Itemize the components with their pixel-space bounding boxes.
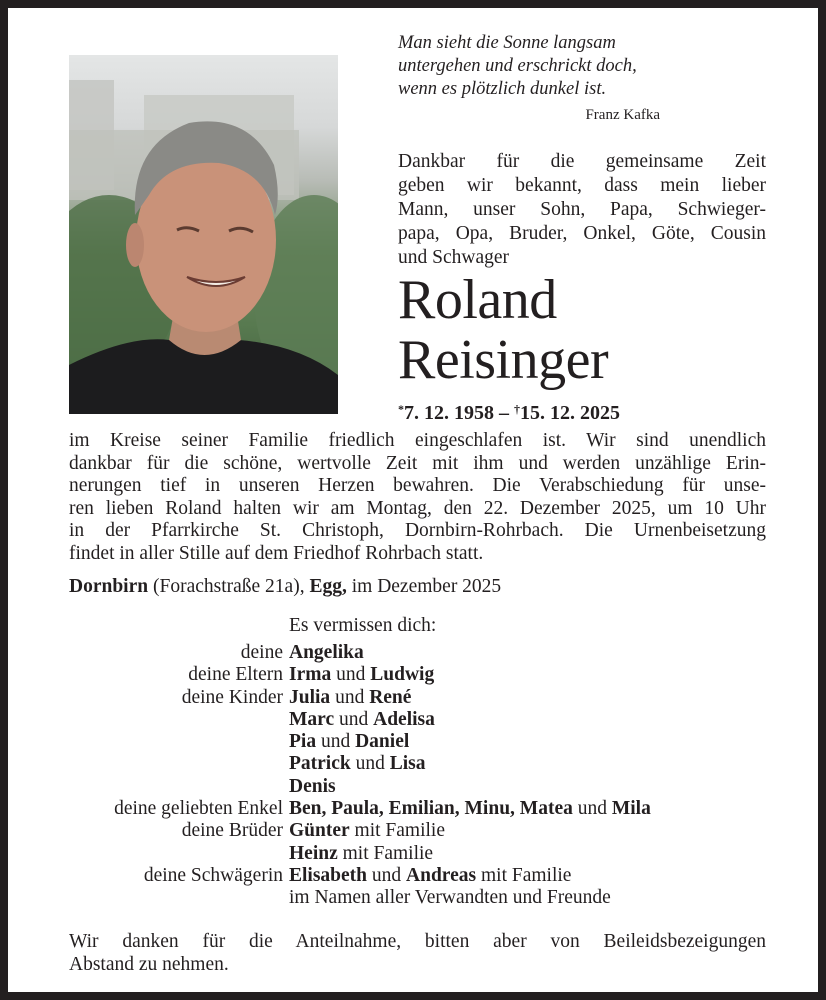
closing-line: Wir danken für die Anteilnahme, bitten aber von Beileidsbezeigungen [69,931,766,952]
connector-text: und [334,708,374,730]
birth-date: 7. 12. 1958 [404,402,494,424]
death-cross-icon: † [514,402,520,416]
relation-label [69,753,289,775]
body-line: in der Pfarrkirche St. Christoph, Dornbirn-Rohrbach. Die Urnenbeisetzung [69,520,766,541]
mourner-row [69,820,789,842]
mourner-name: Mila [611,798,651,820]
place-address: (Forachstraße 21a), [148,576,310,597]
mourner-name: Denis [289,775,336,797]
mourner-name: Irma [289,664,332,686]
connector-text: im Namen aller Verwandten und Freunde [289,887,611,909]
body-line: im Kreise seiner Familie friedlich eingeschlafen ist. Wir sind unendlich [69,430,766,451]
life-dates [398,397,620,425]
connector-text: und [316,731,356,753]
intro-line: und Schwager [398,247,510,268]
kafka-quote [398,32,688,125]
mourner-names [289,776,336,798]
relation-label [69,731,289,753]
mourner-names [289,687,411,709]
connector-text: mit Familie [476,864,572,886]
obituary-page [8,8,818,992]
mourner-names [289,664,434,686]
mourner-row [69,753,789,775]
relation-label [69,709,289,731]
portrait-image [69,55,338,414]
place-city-dornbirn: Dornbirn [69,576,149,597]
intro-line: geben wir bekannt, dass mein lieber [398,175,766,196]
mourner-name: Elisabeth [289,864,368,886]
mourner-row [69,731,789,753]
mourner-row [69,798,789,820]
body-line: dankbar für die schöne, wertvolle Zeit mit ihm und werden unzählige Erin- [69,452,766,474]
birth-star-icon: * [398,402,404,416]
announcement-intro [398,150,766,270]
connector-text: und [331,664,371,686]
connector-text: und [330,686,370,708]
mourner-name: Lisa [389,753,426,775]
mourner-name: Angelika [289,642,364,663]
intro-line: Mann, unser Sohn, Papa, Schwieger- [398,199,766,220]
body-line: findet in aller Stille auf dem Friedhof Rohrbach statt. [69,542,484,564]
connector-text: und [350,753,390,775]
connector-text: mit Familie [337,842,434,864]
first-name: Roland [398,269,557,331]
mourner-row [69,687,789,709]
quote-line: wenn es plötzlich dunkel ist. [398,79,607,99]
relation-label [69,843,289,865]
place-city-egg: Egg, [309,576,347,597]
mourner-name: Heinz [289,842,338,864]
mourner-name: Ben, Paula, Emilian, Minu, Matea [289,798,573,820]
mourner-name: Pia [289,731,317,753]
mourner-names [289,709,435,731]
mourner-name: René [369,686,412,708]
portrait-photo [69,55,338,414]
mourner-names [289,642,364,664]
mourner-name: Marc [289,708,335,730]
obituary-body [69,430,766,565]
mourner-name: Ludwig [370,664,435,686]
relation-label: deine geliebten Enkel [114,798,283,820]
mourner-row [69,865,789,887]
quote-line: untergehen und erschrickt doch, [398,56,637,76]
mourner-names [289,798,651,820]
mourner-names [289,865,571,887]
relation-label: deine Eltern [188,664,283,686]
connector-text: mit Familie [349,820,446,842]
last-name: Reisinger [398,329,609,391]
relation-label: deine Brüder [181,820,283,842]
mourner-name: Adelisa [373,708,435,730]
deceased-name [398,270,608,390]
connector-text: und [367,864,407,886]
place-and-date [69,575,501,599]
mourner-row [69,642,789,664]
body-line: ren lieben Roland halten wir am Montag, den 22. Dezember 2025, um 10 Uhr [69,497,766,519]
relation-label: deine Schwägerin [143,864,283,886]
mourner-row [69,709,789,731]
death-date: 15. 12. 2025 [520,402,620,424]
intro-line: Dankbar für die gemeinsame Zeit [398,151,766,172]
relation-label [69,887,289,909]
mourner-row [69,843,789,865]
mourner-name: Daniel [355,731,410,753]
relation-label [69,776,289,798]
mourner-names [289,753,426,775]
intro-line: papa, Opa, Bruder, Onkel, Göte, Cousin [398,223,766,244]
connector-text: und [572,798,612,820]
date-separator: – [494,402,514,424]
closing-line: Abstand zu nehmen. [69,954,229,975]
mourner-row [69,776,789,798]
place-date: im Dezember 2025 [346,576,502,597]
mourner-name: Patrick [289,753,351,775]
mourner-name: Julia [289,686,331,708]
mourner-row [69,664,789,686]
mourner-names [289,843,433,865]
mourner-row [69,887,789,909]
relation-label: deine Kinder [181,686,283,708]
body-line: nerungen tief in unseren Herzen bewahren. Die Verabschiedung für unse- [69,475,766,496]
quote-line: Man sieht die Sonne langsam [398,33,616,53]
mourner-name: Günter [289,820,350,842]
mourner-names [289,820,445,842]
mourners-list [69,642,789,910]
quote-author: Franz Kafka [585,107,660,123]
mourner-name: Andreas [406,864,477,886]
closing-note [69,930,766,976]
mourners-heading: Es vermissen dich: [289,615,437,636]
mourner-names [289,887,611,909]
relation-label: deine [240,642,283,663]
mourner-names [289,731,409,753]
